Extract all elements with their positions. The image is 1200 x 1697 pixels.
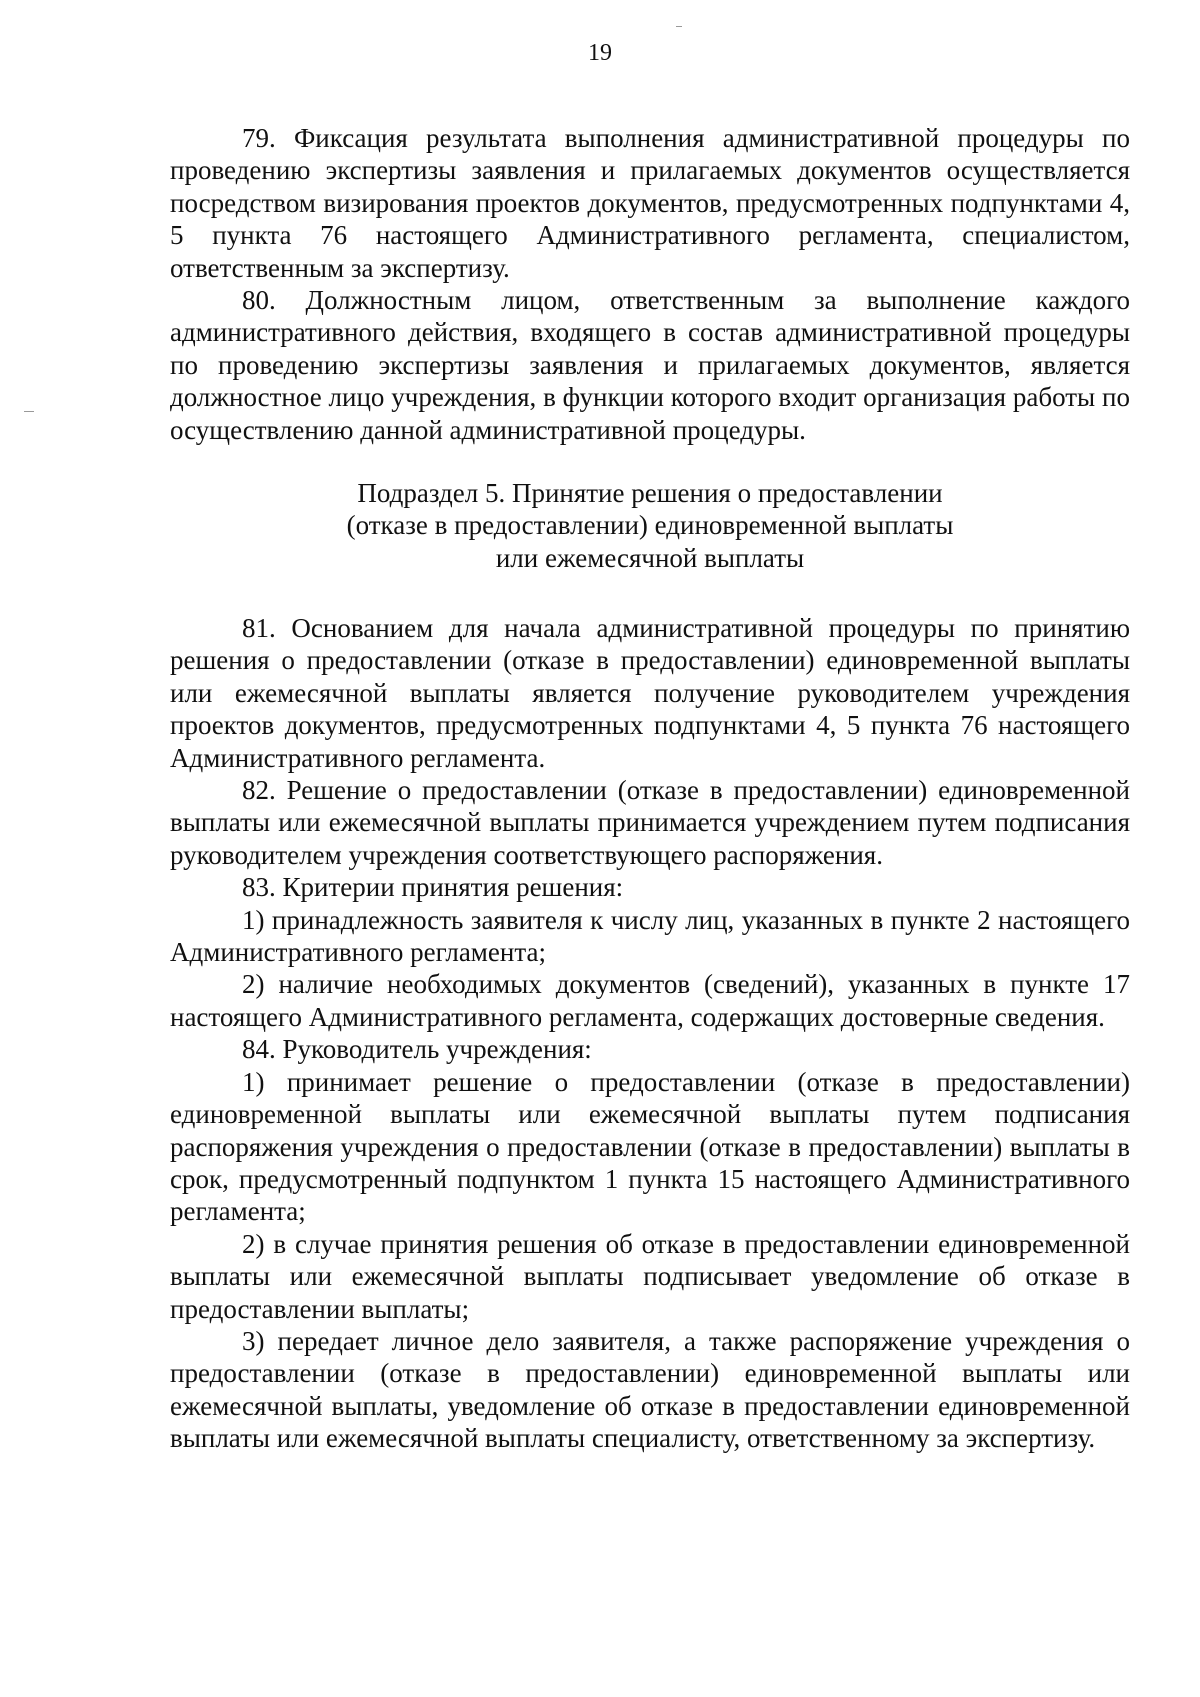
subsection-title-line: или ежемесячной выплаты <box>495 542 805 573</box>
section-heading <box>170 477 1130 574</box>
scan-artifact <box>24 411 34 412</box>
page-number: 19 <box>588 40 612 66</box>
paragraph-84-item-2: 2) в случае принятия решения об отказе в предоставлении единовременной выплаты или ежемесячной выплаты подписывает уведомление об отказе в предоставлении выплаты; <box>170 1228 1130 1324</box>
paragraph-84-item-1: 1) принимает решение о предоставлении (отказе в предоставлении) единовременной выплаты или ежемесячной выплаты путем подписания распоряжения учреждения о предоставлении (отказе в предоставлении) выплаты в срок, предусмотренный подпунктом 1 пункта 15 настоящего Административного регламента; <box>170 1066 1130 1227</box>
paragraph-83-item-2: 2) наличие необходимых документов (сведений), указанных в пункте 17 настоящего Административного регламента, содержащих достоверные сведения. <box>170 969 1130 1032</box>
paragraphs-81-84 <box>170 612 1130 1455</box>
paragraph-81: 81. Основанием для начала административной процедуры по принятию решения о предоставлении (отказе в предоставлении) единовременной выплаты или ежемесячной выплаты является получение руководителем учреждения проектов документов, предусмотренных подпунктами 4, 5 пункта 76 настоящего Административного регламента. <box>170 613 1130 773</box>
paragraph-84: 84. Руководитель учреждения: <box>242 1034 592 1065</box>
paragraph-80: 80. Должностным лицом, ответственным за выполнение каждого административного действия, входящего в состав административной процедуры по проведению экспертизы заявления и прилагаемых документов, является должностное лицо учреждения, в функции которого входит организация работы по осуществлению данной административной процедуры. <box>170 285 1130 445</box>
paragraph-83: 83. Критерии принятия решения: <box>242 872 624 903</box>
paragraph-82: 82. Решение о предоставлении (отказе в предоставлении) единовременной выплаты или ежемесячной выплаты принимается учреждением путем подписания руководителем учреждения соответствующего распоряжения. <box>170 775 1130 870</box>
paragraph-84-item-3: 3) передает личное дело заявителя, а также распоряжение учреждения о предоставлении (отказе в предоставлении) единовременной выплаты или ежемесячной выплаты, уведомление об отказе в предоставлении единовременной выплаты или ежемесячной выплаты специалисту, ответственному за экспертизу. <box>170 1325 1130 1454</box>
scan-artifact <box>676 26 682 27</box>
subsection-title-line: (отказе в предоставлении) единовременной выплаты <box>346 510 954 541</box>
subsection-title <box>170 477 1130 574</box>
paragraph-79: 79. Фиксация результата выполнения административной процедуры по проведению экспертизы заявления и прилагаемых документов осуществляется посредством визирования проектов документов, предусмотренных подпунктами 4, 5 пункта 76 настоящего Административного регламента, специалистом, ответственным за экспертизу. <box>170 123 1130 283</box>
paragraph-83-item-1: 1) принадлежность заявителя к числу лиц, указанных в пункте 2 настоящего Административного регламента; <box>170 904 1130 968</box>
paragraphs-79-80 <box>170 122 1130 446</box>
subsection-title-line: Подраздел 5. Принятие решения о предоставлении <box>357 478 943 508</box>
